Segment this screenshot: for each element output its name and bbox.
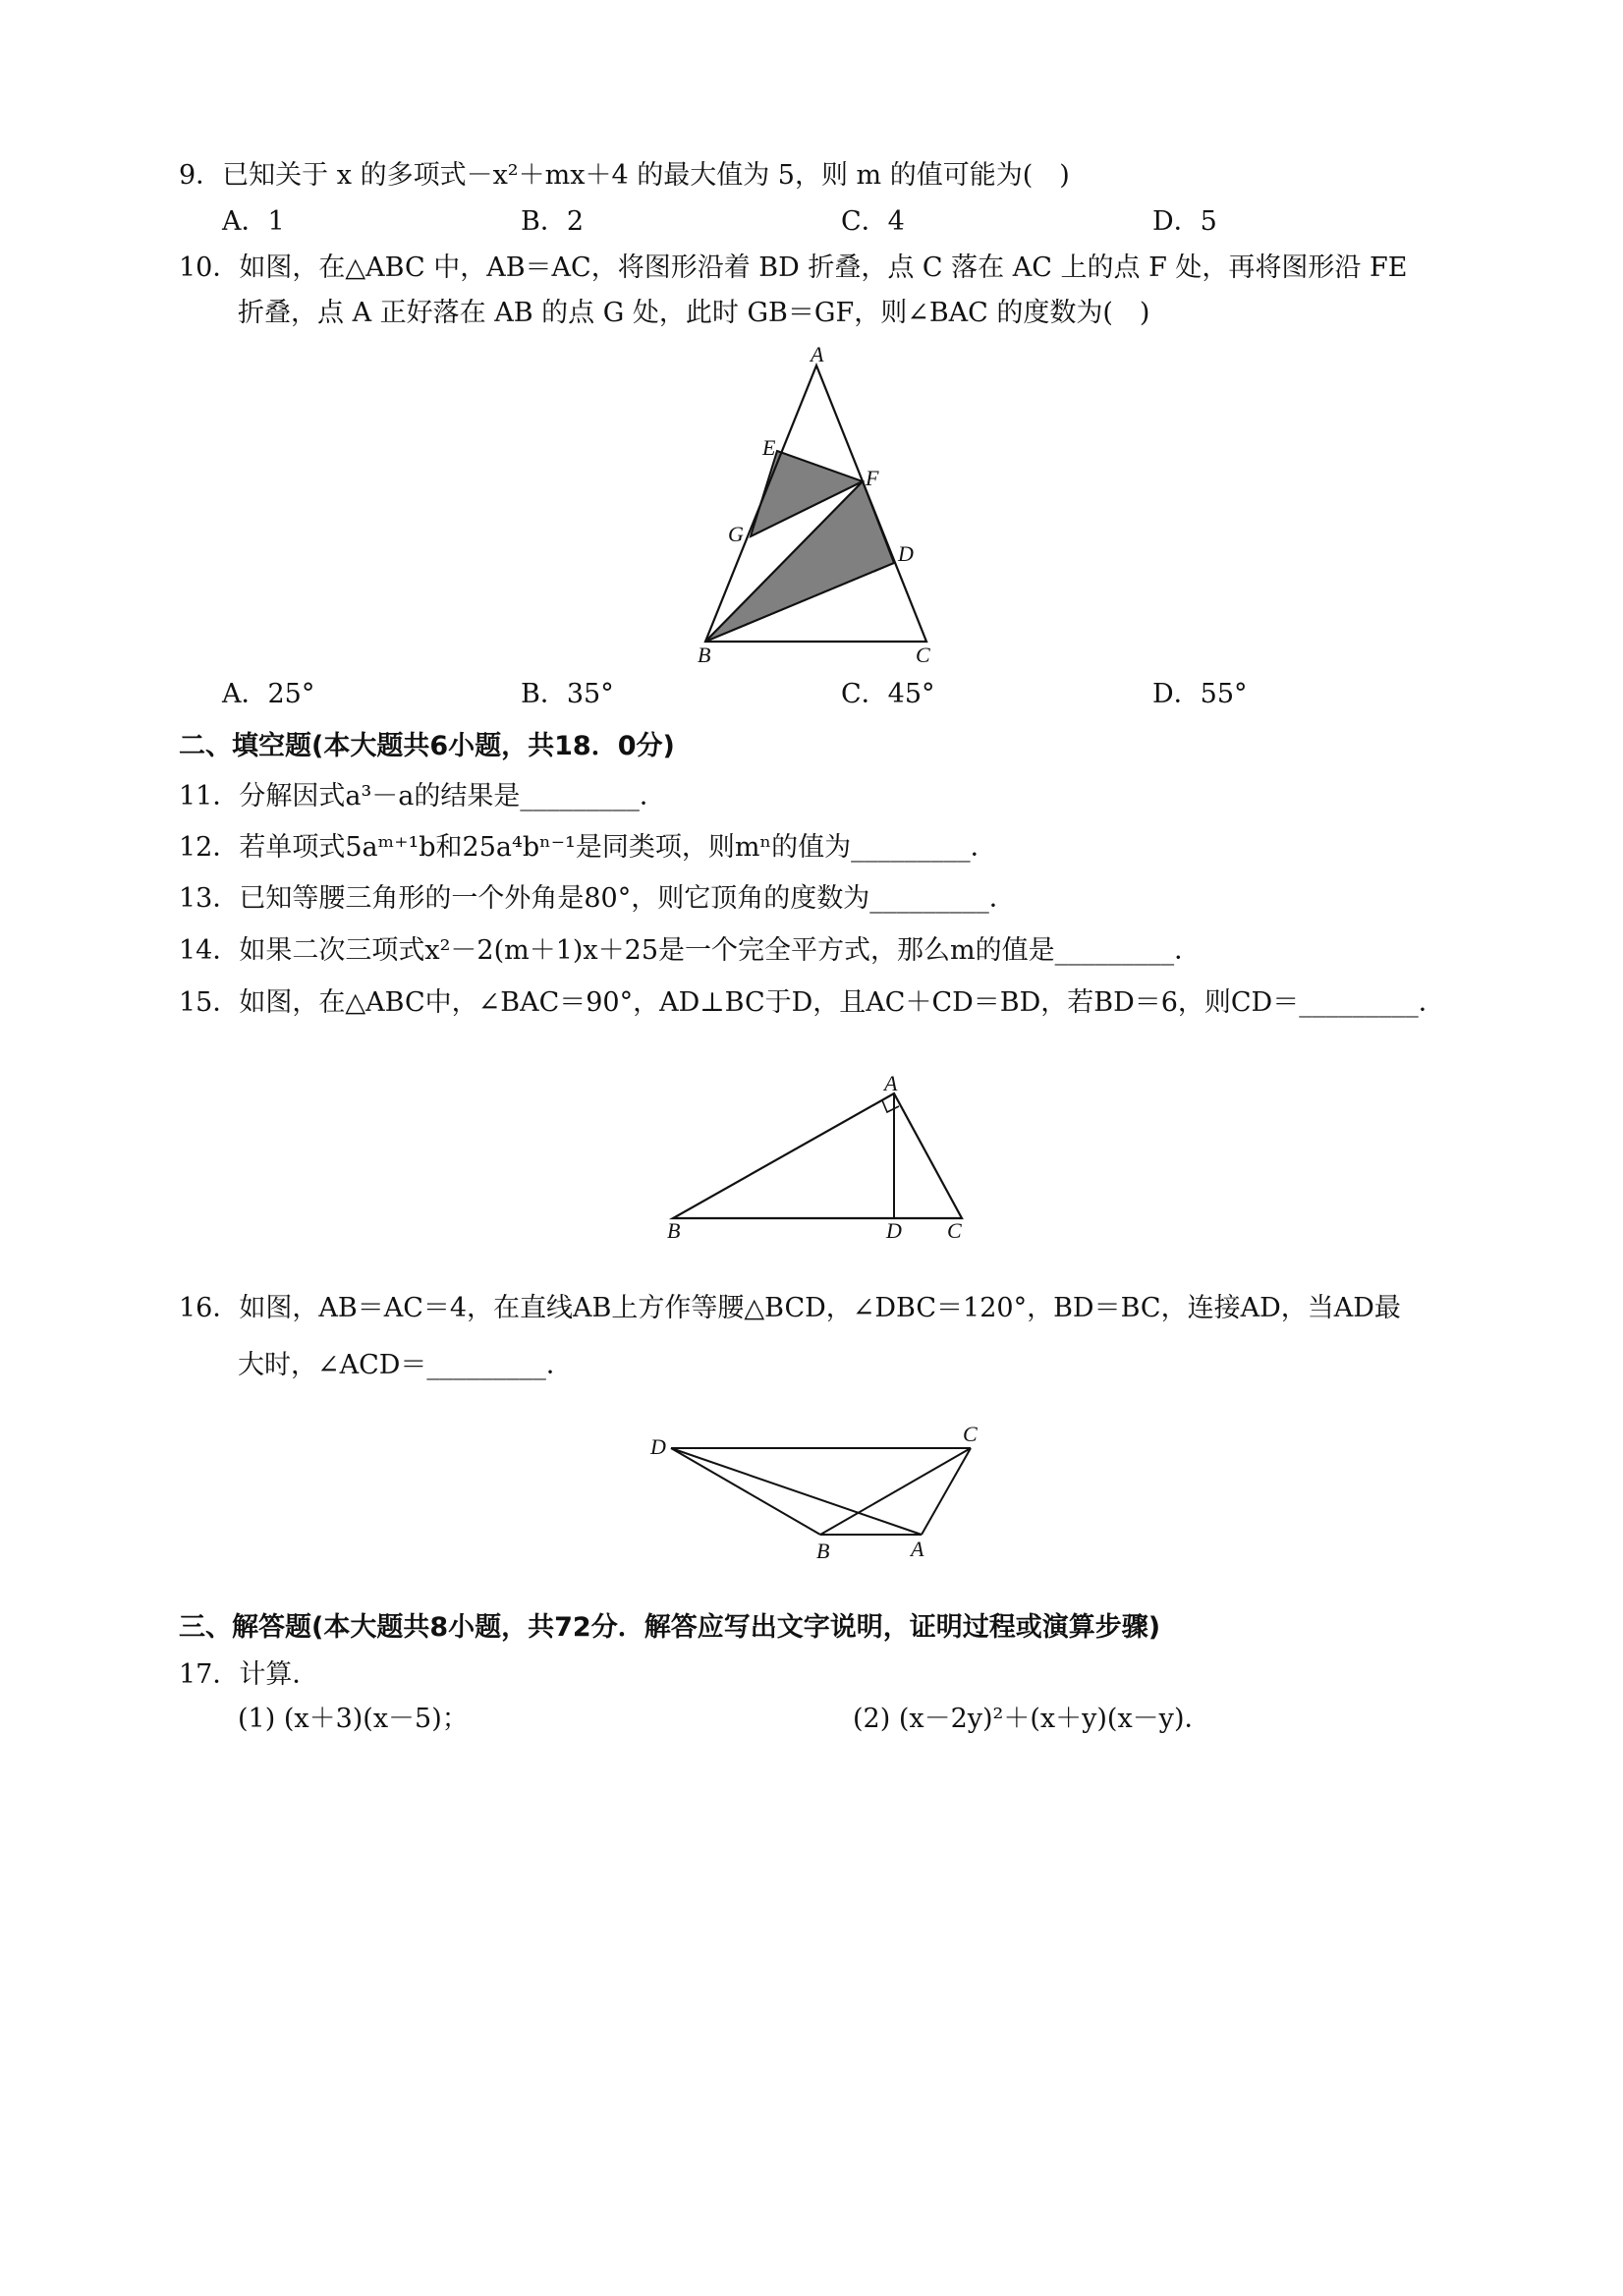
- q14-text: 14．如果二次三项式x²－2(m＋1)x＋25是一个完全平方式，那么m的值是_________．: [179, 935, 1202, 966]
- q10-option-c: C．45°: [841, 679, 935, 709]
- q13-text: 13．已知等腰三角形的一个外角是80°，则它顶角的度数为_________．: [179, 883, 1016, 914]
- q10-label-a: A: [811, 342, 824, 366]
- q10-label-f: F: [866, 466, 879, 490]
- q10-option-b: B．35°: [521, 679, 614, 709]
- section3-title: 三、解答题(本大题共8小题，共72分．解答应写出文字说明，证明过程或演算步骤): [179, 1612, 1161, 1643]
- q16-segment-bc: [820, 1448, 971, 1535]
- q9-option-a: A．1: [222, 206, 285, 237]
- q11-text: 11．分解因式a³－a的结果是_________．: [179, 781, 666, 812]
- q17-part2: (2) (x－2y)²＋(x＋y)(x－y)．: [853, 1704, 1211, 1734]
- q15-label-a: A: [884, 1071, 898, 1095]
- q16-segment-ac: [922, 1448, 971, 1535]
- q16-label-a: A: [911, 1537, 924, 1561]
- q9-option-d: D．5: [1152, 206, 1217, 237]
- q15-text: 15．如图，在△ABC中，∠BAC＝90°，AD⊥BC于D，且AC＋CD＝BD，若BD＝6，则CD＝_________．: [179, 987, 1445, 1018]
- q16-stem-line1: 16．如图，AB＝AC＝4，在直线AB上方作等腰△BCD，∠DBC＝120°，BD＝BC，连接AD，当AD最: [179, 1293, 1401, 1323]
- q16-label-b: B: [816, 1539, 830, 1563]
- q15-label-c: C: [947, 1218, 962, 1243]
- q15-label-b: B: [667, 1218, 681, 1243]
- q10-option-a: A．25°: [222, 679, 315, 709]
- q16-stem-line2: 大时，∠ACD＝_________．: [238, 1350, 573, 1380]
- q10-label-e: E: [762, 435, 776, 460]
- q16-label-d: D: [650, 1434, 666, 1459]
- q10-label-g: G: [728, 522, 744, 546]
- q10-stem-line2: 折叠，点 A 正好落在 AB 的点 G 处，此时 GB＝GF，则∠BAC 的度数为( ): [238, 298, 1150, 328]
- q10-option-d: D．55°: [1152, 679, 1248, 709]
- q16-label-c: C: [963, 1422, 978, 1446]
- q10-label-d: D: [898, 541, 914, 566]
- q15-label-d: D: [886, 1218, 902, 1243]
- q10-stem-line1: 10．如图，在△ABC 中，AB＝AC，将图形沿着 BD 折叠，点 C 落在 AC 上的点 F 处，再将图形沿 FE: [179, 252, 1408, 283]
- q10-label-b: B: [698, 643, 711, 667]
- q9-stem: 9．已知关于 x 的多项式－x²＋mx＋4 的最大值为 5，则 m 的值可能为( ): [179, 160, 1070, 191]
- q10-label-c: C: [916, 643, 930, 667]
- q17-part1: (1) (x＋3)(x－5)；: [238, 1704, 469, 1734]
- q9-option-b: B．2: [521, 206, 585, 237]
- q17-stem: 17．计算．: [179, 1659, 319, 1690]
- q12-text: 12．若单项式5aᵐ⁺¹b和25a⁴bⁿ⁻¹是同类项，则mⁿ的值为_________．: [179, 832, 997, 863]
- q9-option-c: C．4: [841, 206, 905, 237]
- section2-title: 二、填空题(本大题共6小题，共18．0分): [179, 731, 675, 761]
